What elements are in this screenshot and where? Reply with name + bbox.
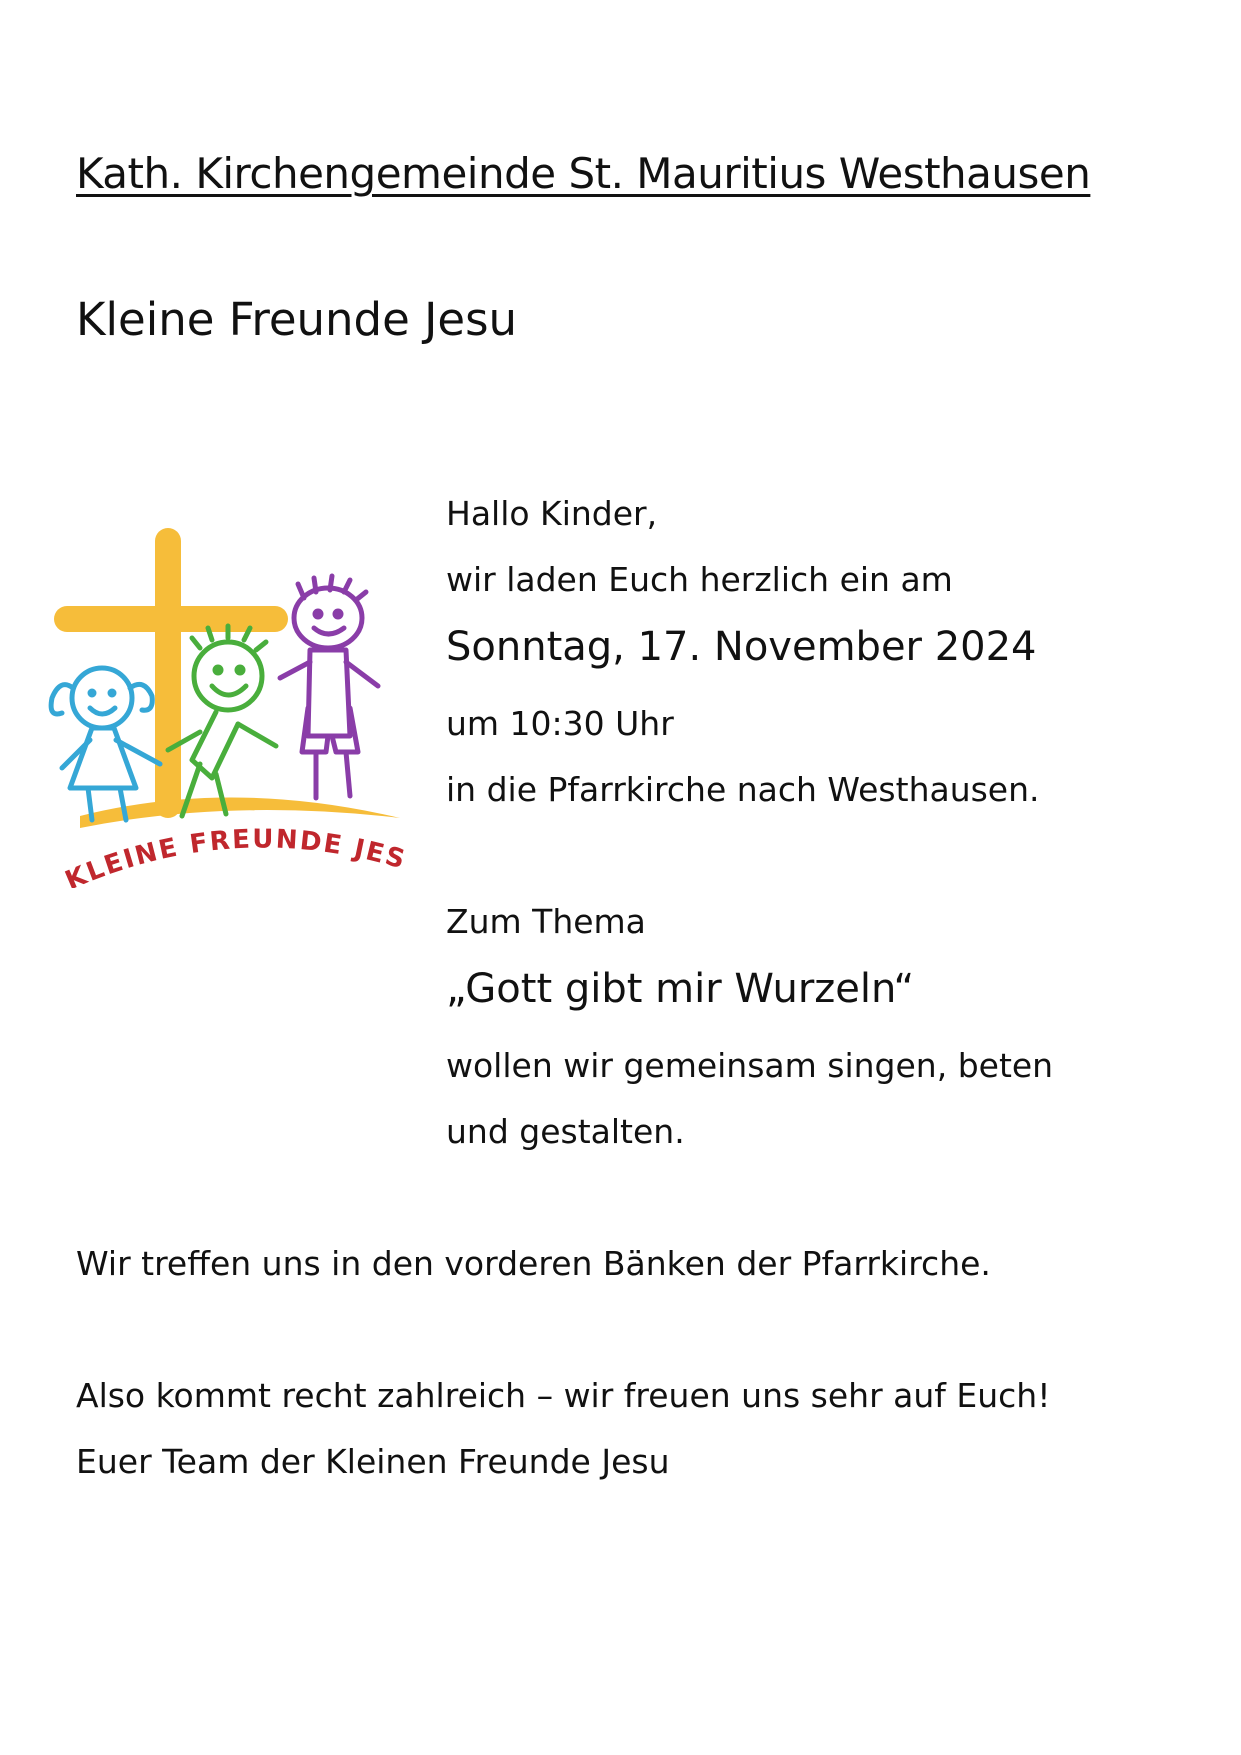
topic-intro: Zum Thema — [446, 902, 646, 941]
signature: Euer Team der Kleinen Freunde Jesu — [76, 1442, 670, 1481]
group-title: Kleine Freunde Jesu — [76, 293, 518, 346]
event-date: Sonntag, 17. November 2024 — [446, 624, 1037, 670]
child-middle — [168, 626, 276, 816]
cross-vertical — [155, 528, 181, 818]
topic-title: „Gott gibt mir Wurzeln“ — [446, 966, 915, 1012]
event-place: in die Pfarrkirche nach Westhausen. — [446, 770, 1040, 809]
ground-arc — [80, 797, 400, 828]
child-right — [280, 576, 378, 798]
child-left — [51, 668, 160, 820]
logo-illustration — [40, 528, 420, 888]
closing-line: Also kommt recht zahlreich – wir freuen uns sehr auf Euch! — [76, 1376, 1051, 1415]
cross-horizontal — [54, 606, 288, 632]
parish-title: Kath. Kirchengemeinde St. Mauritius Westhausen — [76, 149, 1091, 198]
activity-line-2: und gestalten. — [446, 1112, 685, 1151]
logo-caption: KLEINE FREUNDE JES — [61, 824, 410, 888]
event-time: um 10:30 Uhr — [446, 704, 674, 743]
invitation-intro: wir laden Euch herzlich ein am — [446, 560, 953, 599]
kleine-freunde-jesu-logo — [40, 528, 420, 888]
activity-line-1: wollen wir gemeinsam singen, beten — [446, 1046, 1054, 1085]
meeting-point: Wir treffen uns in den vorderen Bänken der Pfarrkirche. — [76, 1244, 991, 1283]
greeting: Hallo Kinder, — [446, 494, 658, 533]
